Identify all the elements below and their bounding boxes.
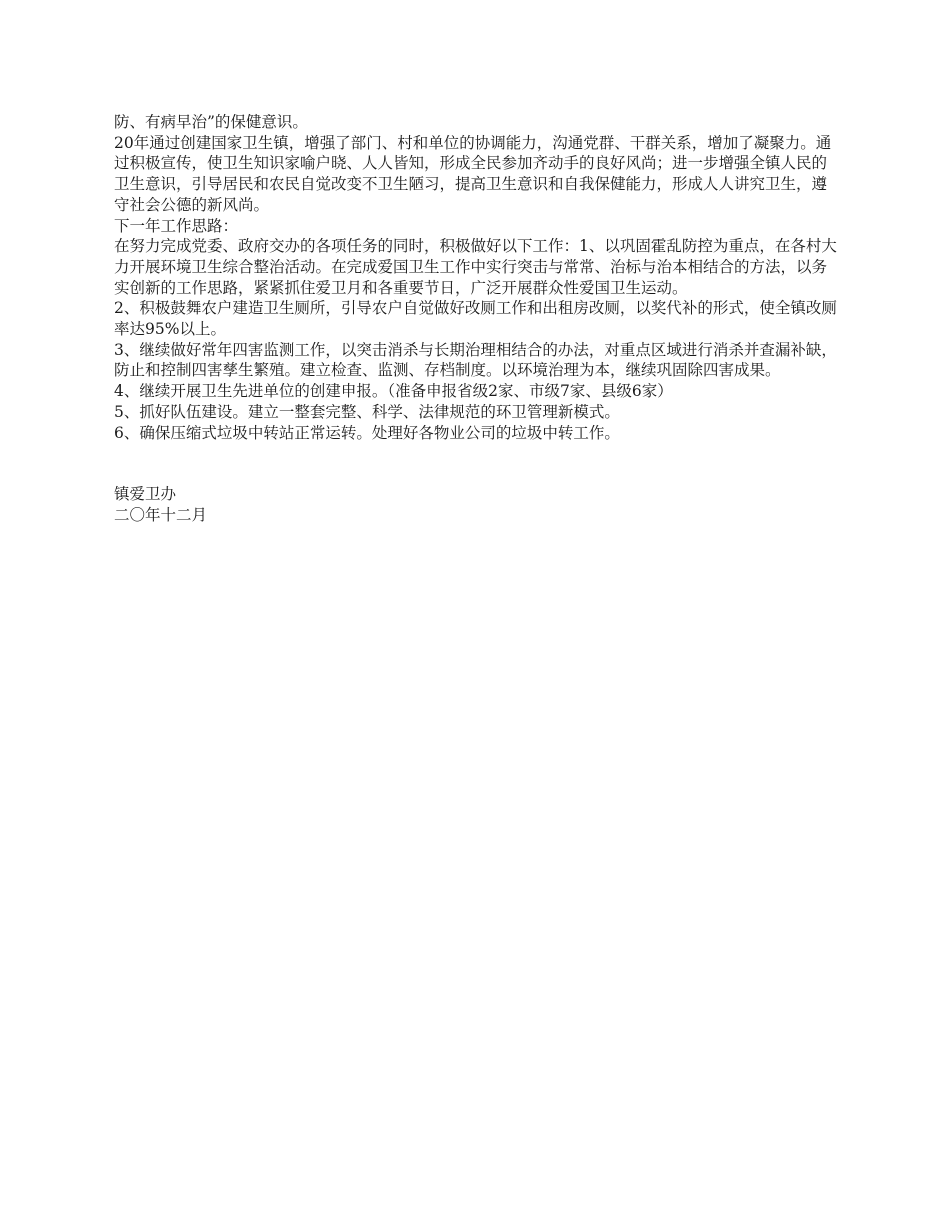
signature-date: 二〇年十二月 [114, 505, 208, 524]
paragraph-task-6: 6、确保压缩式垃圾中转站正常运转。处理好各物业公司的垃圾中转工作。 [114, 423, 620, 442]
document-body [114, 112, 840, 526]
signature-office: 镇爱卫办 [114, 485, 177, 504]
paragraph-health-awareness: 防、有病早治”的保健意识。 [114, 113, 308, 131]
paragraph-task-5: 5、抓好队伍建设。建立一整套完整、科学、法律规范的环卫管理新模式。 [114, 402, 620, 421]
signature-spacer [114, 443, 840, 484]
paragraph-task-2: 2、积极鼓舞农户建造卫生厕所，引导农户自觉做好改厕工作和出租房改厕，以奖代补的形式，使全镇改厕率达95%以上。 [114, 299, 837, 339]
section-heading-next-year: 下一年工作思路： [114, 216, 239, 235]
paragraph-task-1: 在努力完成党委、政府交办的各项任务的同时，积极做好以下工作：1、以巩固霍乱防控为重点，在各村大力开展环境卫生综合整治活动。在完成爱国卫生工作中实行突击与常常、治标与治本相结合的方法，以务实创新的工作思路，紧紧抓住爱卫月和各重要节日，广泛开展群众性爱国卫生运动。 [114, 237, 837, 297]
paragraph-task-4: 4、继续开展卫生先进单位的创建申报。（准备申报省级2家、市级7家、县级6家） [114, 382, 673, 401]
paragraph-task-3: 3、继续做好常年四害监测工作，以突击消杀与长期治理相结合的办法，对重点区域进行消杀并查漏补缺，防止和控制四害孳生繁殖。建立检查、监测、存档制度。以环境治理为本，继续巩固除四害成果。 [114, 340, 837, 380]
paragraph-achievements: 20年通过创建国家卫生镇，增强了部门、村和单位的协调能力，沟通党群、干群关系，增加了凝聚力。通过积极宣传，使卫生知识家喻户晓、人人皆知，形成全民参加齐动手的良好风尚；进一步增强全镇人民的卫生意识，引导居民和农民自觉改变不卫生陋习，提高卫生意识和自我保健能力，形成人人讲究卫生，遵守社会公德的新风尚。 [114, 133, 832, 214]
